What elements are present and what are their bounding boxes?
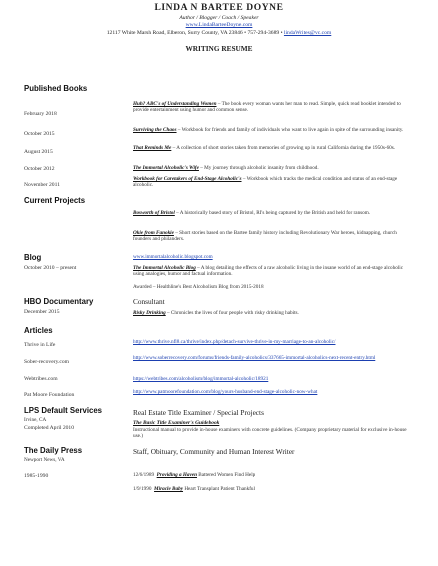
project-title: Okie from Fanokie xyxy=(133,230,174,236)
press-location: Newport News, VA xyxy=(24,457,65,463)
press-article xyxy=(133,486,255,492)
website-link[interactable]: www.LindaBarteeDoyne.com xyxy=(185,22,253,28)
author-name: LINDA N BARTEE DOYNE xyxy=(154,3,284,13)
article-link[interactable]: http://www.patmoorefoundation.com/blog/yours-husband-end-stage-alcoholic-now-what xyxy=(133,389,318,395)
blog-description: – A blog detailing the effects of a raw alcoholic living in the insane world of an end-stage alcoholic using analogies, humor and factual information. xyxy=(133,265,403,278)
book-description: – A collection of short stories taken from memories of growing up in rural California during the 1950s-60s. xyxy=(171,145,396,151)
hbo-role: Consultant xyxy=(133,297,165,306)
press-article-description: Heart Transplant Patient Thankful xyxy=(183,486,255,492)
book-date: November 2011 xyxy=(24,182,60,188)
blog-entry xyxy=(133,265,409,277)
blog-date: October 2010 – present xyxy=(24,265,77,271)
book-title: Huh? ABC's of Understanding Women xyxy=(133,101,217,107)
article-source: Sober-recovery.com xyxy=(24,359,70,365)
email-link[interactable]: lindaWrites@vc.com xyxy=(283,30,332,36)
book-description: – Workbook for friends and family of individuals who want to live again in spite of the surrounding insanity. xyxy=(176,127,404,133)
blog-title: The Immortal Alcoholic Blog xyxy=(133,265,196,271)
article-source: Thrive in Life xyxy=(24,342,56,348)
project-description: – A historically based story of Bristol, RI's being captured by the British and held for ransom. xyxy=(174,210,371,216)
section-heading-blog: Blog xyxy=(24,253,42,262)
address-text: 12117 White Marsh Road, Elberon, Surry County, VA 23846 • 757-294-3689 • xyxy=(106,30,284,36)
section-heading-articles: Articles xyxy=(24,326,53,335)
book-date: October 2012 xyxy=(24,166,55,172)
project-entry xyxy=(133,210,409,216)
project-description: – Short stories based on the Bartee family history including Revolutionary War heroes, kidnapping, church founders and philanders. xyxy=(133,230,397,243)
lps-completed: Completed April 2010 xyxy=(24,425,75,431)
section-heading-published-books: Published Books xyxy=(24,84,88,93)
article-source: Webtribes.com xyxy=(24,376,58,382)
lps-role: Real Estate Title Examiner / Special Projects xyxy=(133,408,264,417)
press-article xyxy=(133,472,255,478)
contact-line xyxy=(0,30,438,36)
lps-location: Irvine, CA xyxy=(24,417,47,423)
book-description: – Workbook which tracks the medical condition and status of an end-stage alcoholic. xyxy=(133,176,398,189)
section-heading-current-projects: Current Projects xyxy=(24,196,86,205)
press-article-description: Battered Women Find Help xyxy=(197,472,256,478)
book-description: – My journey through alcoholic insanity from childhood. xyxy=(198,165,319,171)
book-entry xyxy=(133,145,409,151)
book-title: The Immortal Alcoholic's Wife xyxy=(133,165,199,171)
hbo-description: – Chronicles the lives of four people with risky drinking habits. xyxy=(165,310,299,316)
project-title: Bosworth of Bristol xyxy=(133,210,175,216)
blog-link[interactable]: www.immortalalcoholic.blogspot.com xyxy=(133,254,213,260)
book-title: Surviving the Chaos xyxy=(133,127,177,133)
press-article-date: 1/9/1990 xyxy=(133,486,152,492)
hbo-entry xyxy=(133,310,409,316)
book-date: August 2015 xyxy=(24,149,53,155)
hbo-title: Risky Drinking xyxy=(133,310,166,316)
blog-award: Awarded – Healthline's Best Alcoholism Blog from 2015-2018 xyxy=(133,284,264,290)
article-link[interactable]: http://www.soberrecovery.com/forums/friends-family-alcoholics/337665-immortal-alcoholics-next-recent-entry.html xyxy=(133,355,376,361)
press-article-title: Miracle Baby xyxy=(154,486,184,492)
article-link[interactable]: https://webtribes.com/alcoholism/blog/immortal-alcoholic/18921 xyxy=(133,376,269,382)
article-source: Pat Moore Foundation xyxy=(24,392,75,398)
lps-guidebook-title: The Basic Title Examiner's Guidebook xyxy=(133,420,220,426)
book-entry xyxy=(133,127,409,133)
book-entry xyxy=(133,101,409,113)
author-tagline: Author / Blogger / Coach / Speaker xyxy=(179,15,259,21)
book-entry xyxy=(133,165,409,171)
book-date: February 2018 xyxy=(24,111,57,117)
section-heading-hbo: HBO Documentary xyxy=(24,297,94,306)
book-title: That Reminds Me xyxy=(133,145,172,151)
hbo-date: December 2015 xyxy=(24,309,60,315)
book-date: October 2015 xyxy=(24,131,55,137)
book-description: – The book every woman wants her man to read. Simple, quick read booklet intended to provide entertainment using humor and common sense. xyxy=(133,101,401,114)
press-years: 1985-1990 xyxy=(24,473,49,479)
article-link[interactable]: http://www.thrive.nfl8.ca/thrive/index.php/detach-survive-thrive-in-my-marriage-to-an-alcoholic/ xyxy=(133,339,336,345)
document-title: WRITING RESUME xyxy=(185,44,253,53)
book-entry xyxy=(133,176,409,188)
press-article-title: Providing a Haven xyxy=(156,472,197,478)
book-title: Workbook for Caretakers of End-Stage Alcoholic's xyxy=(133,176,242,182)
section-heading-lps: LPS Default Services xyxy=(24,406,103,415)
press-role: Staff, Obituary, Community and Human Interest Writer xyxy=(133,447,295,456)
press-article-date: 12/6/1989 xyxy=(133,472,155,478)
section-heading-daily-press: The Daily Press xyxy=(24,446,83,455)
lps-description: Instructional manual to provide in-house examiners with concrete guidelines. (Company proprietary material for exclusive in-house use.) xyxy=(133,427,407,440)
project-entry xyxy=(133,230,409,242)
